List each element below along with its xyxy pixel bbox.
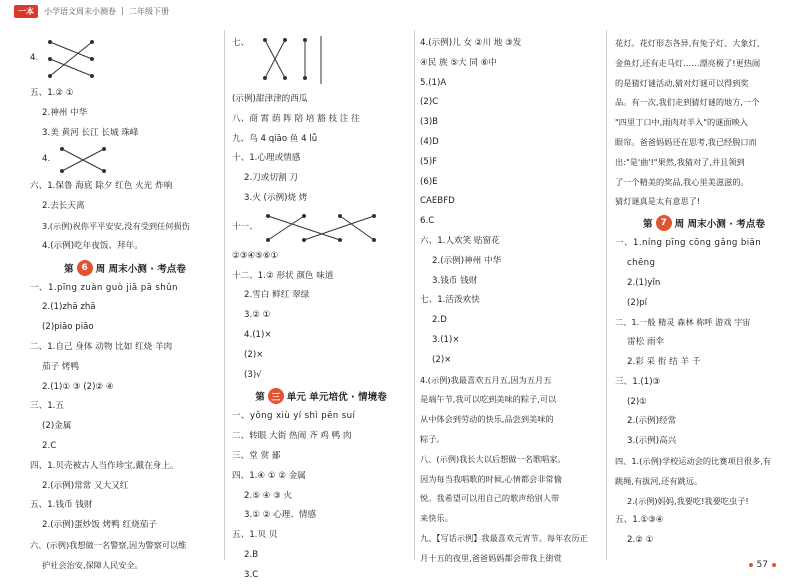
answer-line: (5)F: [420, 156, 438, 167]
section-label: 周 周末小测 · 考点卷: [674, 219, 765, 231]
answer-line: 茄子 烤鸭: [42, 361, 80, 372]
answer-line: 七、1.活泼欢快: [420, 295, 480, 306]
section-title: [232, 385, 410, 407]
matching-lines-icon: [255, 34, 335, 86]
answer-column-2: [232, 34, 410, 580]
answer-line: (2)pí: [627, 297, 648, 308]
answer-line: 6.C: [420, 216, 435, 227]
answer-line: 九、【写话示例】我最喜欢元宵节。每年农历正: [420, 532, 588, 543]
answer-line: 四、1.(示例)学校运动会的比赛项目很多,有: [615, 455, 771, 466]
answer-line: 3.① ② 心理、情感: [244, 510, 317, 521]
matching-block: [30, 34, 220, 84]
answer-line: 2.刀或切割 刀: [244, 173, 298, 184]
book-title: 小学语文周末小测卷: [44, 6, 116, 16]
section-number-badge: 6: [77, 260, 93, 276]
answer-line: 从中体会到劳动的快乐,品尝到美味的: [420, 414, 554, 425]
answer-line: 雷松 雨伞: [627, 337, 665, 348]
answer-line: 3.C: [244, 569, 259, 580]
answer-line: 3.(示例)祝你平平安安,没有受到任何损伤: [42, 220, 190, 231]
answer-line: 2.(示例)常常 又大又红: [42, 480, 129, 491]
answer-line: (2)piāo piāo: [42, 322, 94, 333]
answer-line: (3)√: [244, 369, 262, 380]
answer-line: 花灯。花灯形态各异,有兔子灯、大象灯、: [615, 38, 765, 48]
answer-line: chēng: [627, 257, 656, 268]
answer-column-3: [420, 34, 598, 563]
section-number-badge: 7: [656, 215, 672, 231]
answer-line: 十一、: [232, 221, 258, 232]
answer-line: 2.⑤ ④ ③ 火: [244, 490, 293, 501]
answer-line: (2)×: [244, 349, 264, 360]
answer-line: 六、1.人欢笑 贴窗花: [420, 235, 500, 246]
matching-block: [232, 209, 410, 247]
answer-line: 月十五的夜里,爸爸妈妈都会带我上街赏: [420, 552, 562, 563]
answer-line: 十二、1.② 形状 颜色 味道: [232, 270, 334, 281]
answer-line: 五、1.钱币 钱财: [30, 500, 93, 511]
answer-line: 十、1.心理或情感: [232, 153, 301, 164]
answer-line: 护社会治安,保障人民安全。: [42, 559, 143, 570]
answer-line: 4.: [42, 154, 51, 165]
answer-line: (示例)甜津津的西瓜: [232, 94, 308, 104]
page-number-text: 57: [756, 560, 768, 570]
answer-line: 悦。我希望可以用自己的歌声给别人带: [420, 493, 560, 504]
answer-line: 4.(示例)我最喜欢五月五,因为五月五: [420, 374, 552, 385]
answer-line: 眼帘。爸爸妈妈还在思考,我已经脱口而: [615, 136, 757, 147]
answer-line: 跳绳,有拔河,还有跳远。: [615, 475, 703, 486]
answer-line: 因为每当我唱歌的时候,心情都会非常愉: [420, 473, 562, 484]
answer-line: 2.神州 中华: [42, 107, 88, 118]
answer-line: CAEBFD: [420, 196, 455, 207]
answer-line: 4.(1)×: [244, 329, 272, 340]
answer-line: 2.(示例)神州 中华: [432, 255, 502, 266]
matching-block: [232, 34, 410, 90]
answer-line: 五、1.贝 贝: [232, 530, 278, 541]
column-divider: [224, 30, 225, 560]
dot-icon: [772, 563, 776, 567]
answer-line: 五、1.② ①: [30, 88, 74, 98]
answer-line: 四、1.贝壳被古人当作珍宝,戴在身上。: [30, 460, 179, 471]
answer-line: 4.(示例)吃年夜饭、拜年。: [42, 240, 143, 251]
answer-line: 猜灯谜真是太有意思了!: [615, 196, 701, 207]
section-prefix: 第: [642, 219, 653, 231]
answer-line: 2.(示例)经常: [627, 416, 677, 427]
grade-label: 二年级下册: [129, 6, 169, 16]
answer-line: (3)B: [420, 117, 439, 128]
column-divider: [414, 30, 415, 560]
matching-lines-icon: [42, 36, 102, 82]
answer-line: 八、商 霄 荫 阵 陪 培 豁 枝 注 往: [232, 113, 360, 124]
dot-icon: [749, 563, 753, 567]
column-divider: [606, 30, 607, 560]
answer-line: 了一个精美的奖品,我心里美滋滋的。: [615, 176, 749, 187]
answer-line: 2.D: [432, 315, 447, 326]
answer-line: (2)C: [420, 97, 439, 108]
answer-line: (2)×: [432, 354, 452, 365]
answer-line: 2.(1)① ③ (2)② ④: [42, 381, 114, 392]
answer-line: 2.去长天离: [42, 201, 85, 212]
answer-line: (6)E: [420, 176, 438, 187]
answer-line: 五、1.①③④: [615, 515, 664, 526]
answer-line: 2.(1)yǐn: [627, 277, 661, 288]
answer-line: 2.B: [244, 549, 259, 560]
section-prefix: 第: [63, 263, 74, 275]
answer-line: 3.② ①: [244, 310, 271, 321]
answer-line: 的是猜灯谜活动,猜对灯谜可以得到奖: [615, 77, 749, 88]
answer-line: 六、(示例)我想做一名警察,因为警察可以维: [30, 539, 187, 550]
answer-line: 来快乐。: [420, 513, 453, 524]
answer-line: 3.美 黄河 长江 长城 珠峰: [42, 127, 139, 138]
answer-line: 三、堂 赏 鄙: [232, 450, 281, 461]
page-number: [749, 560, 776, 570]
answer-line: 3.(示例)高兴: [627, 436, 677, 447]
section-prefix: 第: [255, 392, 265, 404]
answer-line: 品。有一次,我们走到猜灯谜的地方,一个: [615, 97, 760, 108]
matching-block: [30, 143, 220, 177]
answer-line: 一、1.níng pīng cōng gǎng biān: [615, 238, 762, 249]
answer-line: 四、1.④ ① ② 金属: [232, 470, 306, 481]
answer-line: 4.: [30, 53, 39, 64]
answer-line: (4)D: [420, 136, 439, 147]
section-label: 单元 单元培优 · 情境卷: [286, 392, 387, 404]
answer-line: 4.(示例)儿 女 ②川 地 ③发: [420, 38, 522, 48]
answer-line: ④民 族 ⑤大 同 ⑥中: [420, 57, 498, 68]
answer-line: 六、1.保鲁 海底 除夕 红色 火光 炸响: [30, 181, 173, 192]
answer-line: 八、(示例)我长大以后想做一名歌唱家。: [420, 453, 566, 464]
answer-line: 粽子。: [420, 433, 445, 444]
section-number-badge: 三: [268, 388, 284, 404]
answer-line: 2.彩 采 衔 结 羊 千: [627, 356, 701, 367]
answer-line: (2)①: [627, 396, 647, 407]
answer-line: 2.C: [42, 440, 57, 451]
answer-line: 2.(示例)蛋炒饭 烤鸭 红烧茄子: [42, 520, 157, 531]
matching-lines-icon: [262, 211, 382, 245]
answer-line: 三、1.(1)③: [615, 376, 661, 387]
answer-line: 一、yǒng xiù yí shì pēn suí: [232, 411, 356, 422]
answer-line: 一、1.pīng zuàn guò jiā pā shǔn: [30, 282, 178, 293]
answer-line: 2.雪白 鲜红 翠绿: [244, 290, 310, 301]
header-separator: [122, 7, 123, 15]
answer-column-4: [615, 34, 793, 556]
brand-logo: 一本: [14, 5, 38, 18]
answer-line: 二、1.一般 精灵 森林 称呼 游戏 宇宙: [615, 317, 751, 328]
page-header: [14, 4, 169, 18]
section-title: [30, 257, 220, 279]
answer-line: 2.② ①: [627, 535, 654, 546]
answer-line: 二、1.自己 身体 动物 比如 红烧 羊肉: [30, 341, 173, 352]
answer-column-1: [30, 34, 220, 570]
answer-line: 3.(1)×: [432, 334, 460, 345]
answer-line: (2)金属: [42, 421, 72, 432]
answer-line: 三、1.五: [30, 401, 64, 412]
matching-lines-icon: [54, 145, 114, 175]
answer-line: 二、转眼 大街 热闹 齐 鸡 鸭 肉: [232, 431, 352, 442]
answer-line: 出:"是'曲'!"果然,我猜对了,并且领到: [615, 156, 745, 167]
answer-line: 5.(1)A: [420, 77, 447, 88]
answer-line: 3.火 (示例)烧 烤: [244, 192, 308, 203]
answer-line: 3.钱币 钱财: [432, 275, 478, 286]
answer-line: ②③④⑤⑥①: [232, 250, 279, 261]
answer-line: 九、鸟 4 qiāo 鱼 4 lǚ: [232, 133, 318, 144]
answer-line: "四里丁口中,雨肉对半入"的谜面映入: [615, 117, 748, 128]
answer-line: 七、: [232, 38, 250, 48]
answer-line: 是端午节,我可以吃到美味的粽子,可以: [420, 394, 557, 405]
section-title: [615, 212, 793, 234]
answer-line: 2.(示例)妈妈,我要吃!我要吃虫子!: [627, 495, 749, 506]
section-label: 周 周末小测 · 考点卷: [95, 263, 186, 275]
answer-line: 2.(1)zhā zhā: [42, 302, 96, 313]
answer-line: 金鱼灯,还有走马灯……漂亮极了!更热闹: [615, 57, 761, 68]
